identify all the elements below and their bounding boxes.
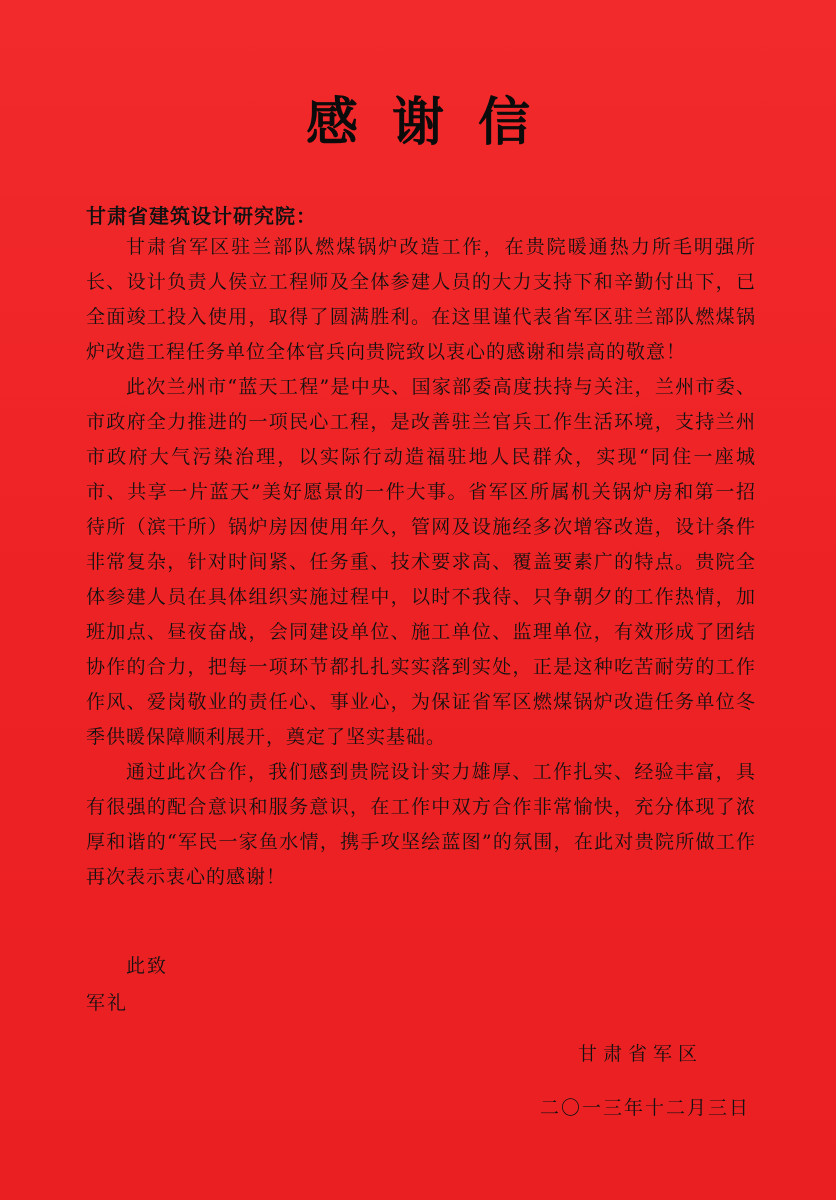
closing-salute-line2: 军礼	[86, 992, 129, 1014]
paragraph-3: 通过此次合作，我们感到贵院设计实力雄厚、工作扎实、经验丰富，具有很强的配合意识和服务意识，在工作中双方合作非常愉快，充分体现了浓厚和谐的“军民一家鱼水情，携手攻坚绘蓝图”的氛围，在此对贵院所做工作再次表示衷心的感谢！	[86, 761, 756, 888]
salutation: 甘肃省建筑设计研究院：	[86, 204, 317, 228]
paragraph-2: 此次兰州市“蓝天工程”是中央、国家部委高度扶持与关注，兰州市委、市政府全力推进的一项民心工程，是改善驻兰官兵工作生活环境，支持兰州市政府大气污染治理，以实际行动造福驻地人民群众，实现“同住一座城市、共享一片蓝天”美好愿景的一件大事。省军区所属机关锅炉房和第一招待所（滨干所）锅炉房因使用年久，管网及设施经多次增容改造，设计条件非常复杂，针对时间紧、任务重、技术要求高、覆盖要素广的特点。贵院全体参建人员在具体组织实施过程中，以时不我待、只争朝夕的工作热情，加班加点、昼夜奋战，会同建设单位、施工单位、监理单位，有效形成了团结协作的合力，把每一项环节都扎扎实实落到实处，正是这种吃苦耐劳的工作作风、爱岗敬业的责任心、事业心，为保证省军区燃煤锅炉改造任务单位冬季供暖保障顺利展开，奠定了坚实基础。	[86, 376, 756, 748]
letter-body	[86, 230, 756, 895]
letter-title: 感谢信	[305, 92, 564, 153]
closing-salute-line1: 此致	[126, 955, 169, 977]
letter-date: 二〇一三年十二月三日	[540, 1097, 751, 1119]
sender-signature: 甘肃省军区	[578, 1043, 704, 1065]
paragraph-1: 甘肃省军区驻兰部队燃煤锅炉改造工作，在贵院暖通热力所毛明强所长、设计负责人侯立工程师及全体参建人员的大力支持下和辛勤付出下，已全面竣工投入使用，取得了圆满胜利。在这里谨代表省军区驻兰部队燃煤锅炉改造工程任务单位全体官兵向贵院致以衷心的感谢和崇高的敬意！	[86, 236, 756, 363]
